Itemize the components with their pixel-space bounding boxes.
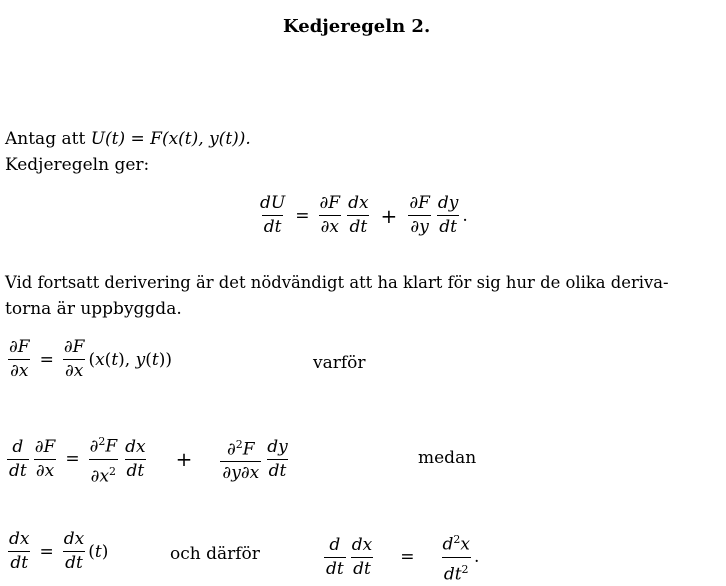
label-medan: medan [418,448,477,468]
fraction-du-dt: $\frac{dU}{dt}$ [260,193,286,237]
chain-rule-formula: $\frac{dU}{dt}$ = $\frac{\partial F}{\partial x}$ $\frac{dx}{dt}$ + $\frac{\partial F}{\partial y}$ $\frac{dy}{dt}$ . [260,193,468,237]
fraction-dx-dt: $\frac{dx}{dt}$ [125,436,146,481]
intro-line-2: Kedjeregeln ger: [5,155,150,175]
fraction-d2x-dt2: $\frac{d^2x}{dt^2}$ [442,533,470,585]
intro-line-1 [5,126,251,152]
fraction-dx-dt: $\frac{dx}{dt}$ [63,529,85,573]
fraction-p2f-px2: $\frac{\partial^2F}{\partial x^2}$ [89,435,118,487]
formula-second-dx: $\frac{d}{dt}$ $\frac{dx}{dt}$ = $\frac{d^2x}{dt^2}$ . [322,530,479,584]
formula-dx-dt: $\frac{dx}{dt}$ = $\frac{dx}{dt}$ (t) [9,529,109,573]
fraction-dx-dt: $\frac{dx}{dt}$ [348,193,369,237]
fraction-pf-px: $\frac{\partial F}{\partial x}$ [63,337,85,381]
intro-prefix: Antag att [5,129,91,149]
paragraph-line-2: torna är uppbyggda. [5,299,182,319]
fraction-pf-px: $\frac{\partial F}{\partial x}$ [34,436,56,481]
intro-formula: U(t) = F(x(t), y(t)). [90,129,251,149]
formula-second-derivative: $\frac{d}{dt}$ $\frac{\partial F}{\partial x}$ = $\frac{\partial^2F}{\partial x^2}$ $\frac{dx}{dt}$ + $\frac{\partial^2F}{\partial y\partial x}$ $\frac{dy}{dt}$ [5,432,292,486]
fraction-pf-py: $\frac{\partial F}{\partial y}$ [409,193,430,237]
label-varfor: varför [313,353,366,373]
fraction-dx-dt: $\frac{dx}{dt}$ [9,529,30,573]
page-title: Kedjeregeln 2. [283,16,431,37]
fraction-pf-px: $\frac{\partial F}{\partial x}$ [9,337,30,381]
paragraph-line-1: Vid fortsatt derivering är det nödvändigt att ha klart för sig hur de olika deriva- [5,273,669,292]
fraction-p2f-pypx: $\frac{\partial^2F}{\partial y\partial x}$ [222,437,260,484]
formula-partial-f: $\frac{\partial F}{\partial x}$ = $\frac{\partial F}{\partial x}$ (x(t), y(t)) [9,337,172,381]
fraction-pf-px: $\frac{\partial F}{\partial x}$ [319,193,341,237]
fraction-d-dt: $\frac{d}{dt}$ [326,534,344,579]
fraction-dx-dt: $\frac{dx}{dt}$ [351,534,373,579]
label-och-darfor: och därför [170,544,260,564]
fraction-dy-dt: $\frac{dy}{dt}$ [267,436,288,481]
fraction-d-dt: $\frac{d}{dt}$ [9,436,27,481]
fraction-dy-dt: $\frac{dy}{dt}$ [437,193,459,237]
